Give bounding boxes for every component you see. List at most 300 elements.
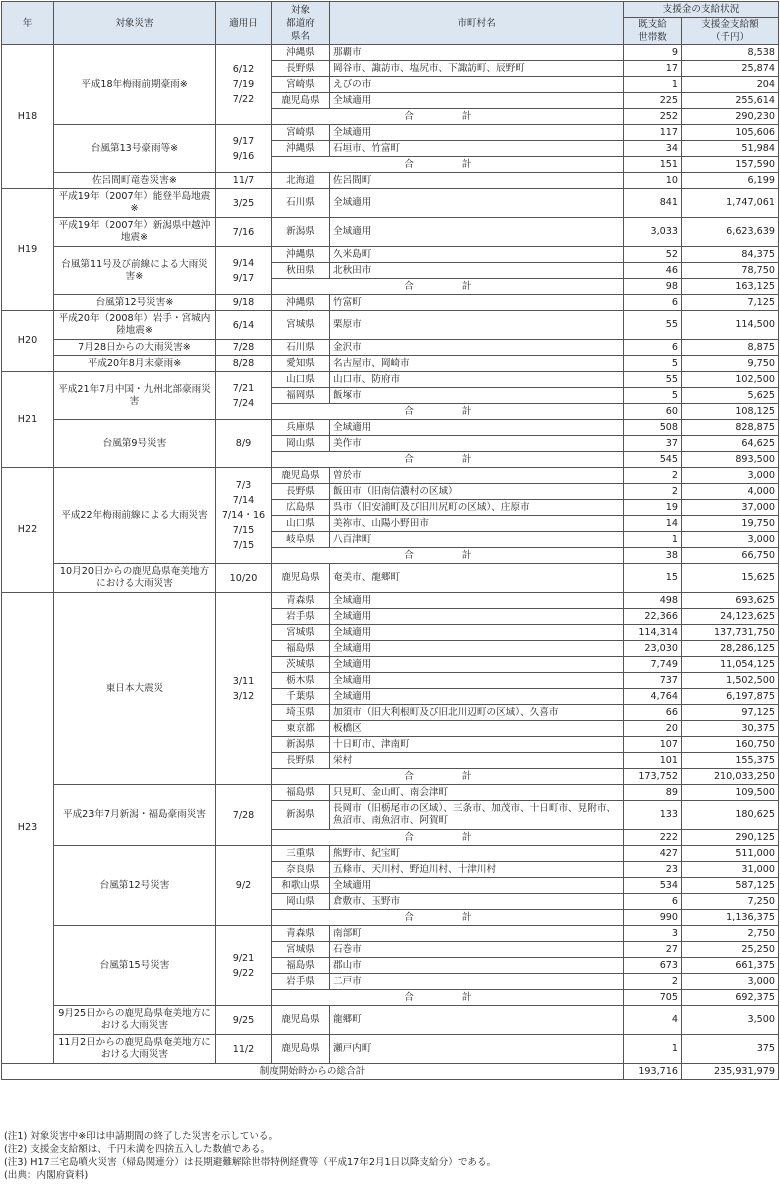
prefecture: 愛知県 <box>272 356 330 372</box>
prefecture: 新潟県 <box>272 801 330 830</box>
date-cell <box>216 468 272 564</box>
prefecture: 宮城県 <box>272 625 330 641</box>
application-date: 9/25 <box>232 1014 255 1026</box>
prefecture: 宮崎県 <box>272 77 330 93</box>
subtotal-label: 合 計 <box>272 404 624 420</box>
application-date: 10/20 <box>229 572 258 584</box>
households: 225 <box>624 93 682 109</box>
amount: 37,000 <box>682 500 779 516</box>
year-cell: H19 <box>2 189 54 311</box>
municipalities: 石垣市、竹富町 <box>330 141 624 157</box>
prefecture: 山口県 <box>272 516 330 532</box>
municipalities: 栄村 <box>330 753 624 769</box>
application-date: 6/12 <box>232 64 255 75</box>
application-date: 7/3 <box>235 480 252 491</box>
header-prefecture <box>272 2 330 45</box>
subtotal-amount: 1,136,375 <box>682 910 779 926</box>
header-prefecture-line1: 対象 <box>290 4 311 16</box>
application-date: 7/15 <box>232 540 255 551</box>
prefecture: 兵庫県 <box>272 420 330 436</box>
subtotal-label: 合 計 <box>272 990 624 1006</box>
households: 6 <box>624 894 682 910</box>
table-row <box>2 340 779 356</box>
prefecture: 福岡県 <box>272 388 330 404</box>
amount: 828,875 <box>682 420 779 436</box>
amount: 3,500 <box>682 1006 779 1035</box>
date-cell <box>216 340 272 356</box>
subtotal-households: 60 <box>624 404 682 420</box>
subtotal-label: 合 計 <box>272 157 624 173</box>
households: 22,366 <box>624 609 682 625</box>
subtotal-amount: 290,125 <box>682 830 779 846</box>
date-cell <box>216 564 272 593</box>
disaster-name: 佐呂間町竜巻災害※ <box>54 173 216 189</box>
date-cell <box>216 593 272 785</box>
disaster-name: 平成18年梅雨前期豪雨※ <box>54 45 216 125</box>
subtotal-label: 合 計 <box>272 279 624 295</box>
table-row <box>2 295 779 311</box>
prefecture: 栃木県 <box>272 673 330 689</box>
households: 17 <box>624 61 682 77</box>
amount: 64,625 <box>682 436 779 452</box>
date-cell <box>216 125 272 173</box>
amount: 587,125 <box>682 878 779 894</box>
prefecture: 岩手県 <box>272 974 330 990</box>
subtotal-amount: 157,590 <box>682 157 779 173</box>
application-date: 6/14 <box>232 319 255 331</box>
application-date: 7/21 <box>232 382 255 394</box>
footnote: (注1) 対象災害中※印は申請期間の終了した災害を示している。 <box>4 1131 279 1142</box>
municipalities: 金沢市 <box>330 340 624 356</box>
municipalities: 栗原市 <box>330 311 624 340</box>
date-cell <box>216 372 272 420</box>
municipalities: 山口市、防府市 <box>330 372 624 388</box>
households: 46 <box>624 263 682 279</box>
municipalities: 長岡市（旧栃尾市の区域）、三条市、加茂市、十日町市、見附市、魚沼市、南魚沼市、阿賀町 <box>330 801 624 830</box>
prefecture: 奈良県 <box>272 862 330 878</box>
application-date: 7/14 <box>232 495 255 506</box>
prefecture: 鹿児島県 <box>272 468 330 484</box>
table-row <box>2 356 779 372</box>
subtotal-amount: 290,230 <box>682 109 779 125</box>
subtotal-amount: 108,125 <box>682 404 779 420</box>
disaster-name: 台風第11号及び前線による大雨災害※ <box>54 247 216 295</box>
application-date: 8/9 <box>235 438 252 449</box>
households: 5 <box>624 388 682 404</box>
municipalities: 全域適用 <box>330 878 624 894</box>
municipalities: 加須市（旧大利根町及び旧北川辺町の区域）、久喜市 <box>330 705 624 721</box>
amount: 8,538 <box>682 45 779 61</box>
amount: 137,731,750 <box>682 625 779 641</box>
subtotal-households: 151 <box>624 157 682 173</box>
prefecture: 茨城県 <box>272 657 330 673</box>
households: 114,314 <box>624 625 682 641</box>
amount: 3,000 <box>682 532 779 548</box>
households: 52 <box>624 247 682 263</box>
prefecture: 青森県 <box>272 593 330 609</box>
grand-total-row <box>2 1064 779 1080</box>
disaster-name: 9月25日からの鹿児島県奄美地方における大雨災害 <box>54 1006 216 1035</box>
year-cell: H23 <box>2 593 54 1064</box>
amount: 6,199 <box>682 173 779 189</box>
grand-total-households: 193,716 <box>624 1064 682 1080</box>
amount: 30,375 <box>682 721 779 737</box>
prefecture: 鹿児島県 <box>272 93 330 109</box>
header-households <box>624 18 682 45</box>
prefecture: 福島県 <box>272 958 330 974</box>
municipalities: 奄美市、龍郷町 <box>330 564 624 593</box>
header-prefecture-line2: 都道府 <box>286 17 315 29</box>
year-cell: H21 <box>2 372 54 468</box>
disaster-name: 東日本大震災 <box>54 593 216 785</box>
application-date: 7/24 <box>232 397 255 409</box>
households: 2 <box>624 484 682 500</box>
amount: 6,197,875 <box>682 689 779 705</box>
subtotal-label: 合 計 <box>272 910 624 926</box>
application-date: 9/16 <box>232 150 255 162</box>
municipalities: 名古屋市、岡崎市 <box>330 356 624 372</box>
households: 3,033 <box>624 218 682 247</box>
prefecture: 秋田県 <box>272 263 330 279</box>
prefecture: 和歌山県 <box>272 878 330 894</box>
date-cell <box>216 295 272 311</box>
amount: 8,875 <box>682 340 779 356</box>
amount: 24,123,625 <box>682 609 779 625</box>
disaster-name: 平成20年（2008年）岩手・宮城内陸地震※ <box>54 311 216 340</box>
amount: 31,000 <box>682 862 779 878</box>
municipalities: 全域適用 <box>330 673 624 689</box>
header-households-line1: 既支給 <box>638 19 667 30</box>
households: 66 <box>624 705 682 721</box>
households: 7,749 <box>624 657 682 673</box>
households: 10 <box>624 173 682 189</box>
households: 4,764 <box>624 689 682 705</box>
municipalities: 郡山市 <box>330 958 624 974</box>
municipalities: 全域適用 <box>330 218 624 247</box>
amount: 375 <box>682 1035 779 1064</box>
prefecture: 鹿児島県 <box>272 1035 330 1064</box>
households: 55 <box>624 372 682 388</box>
municipalities: 全域適用 <box>330 625 624 641</box>
prefecture: 山口県 <box>272 372 330 388</box>
year-cell: H22 <box>2 468 54 593</box>
prefecture: 新潟県 <box>272 737 330 753</box>
municipalities: 全域適用 <box>330 93 624 109</box>
municipalities: 岡谷市、諏訪市、塩尻市、下諏訪町、辰野町 <box>330 61 624 77</box>
table-row <box>2 420 779 436</box>
prefecture: 宮城県 <box>272 311 330 340</box>
header-city: 市町村名 <box>330 2 624 45</box>
households: 841 <box>624 189 682 218</box>
table-row <box>2 247 779 263</box>
amount: 204 <box>682 77 779 93</box>
households: 673 <box>624 958 682 974</box>
prefecture: 福島県 <box>272 785 330 801</box>
households: 1 <box>624 532 682 548</box>
date-cell <box>216 189 272 218</box>
disaster-name: 平成19年（2007年）能登半島地震※ <box>54 189 216 218</box>
municipalities: 美作市 <box>330 436 624 452</box>
subtotal-amount: 893,500 <box>682 452 779 468</box>
prefecture: 長野県 <box>272 753 330 769</box>
date-cell <box>216 420 272 468</box>
households: 55 <box>624 311 682 340</box>
application-date: 9/2 <box>235 880 252 891</box>
grand-total-amount: 235,931,979 <box>682 1064 779 1080</box>
disaster-name: 7月28日からの大雨災害※ <box>54 340 216 356</box>
prefecture: 沖縄県 <box>272 295 330 311</box>
date-cell <box>216 785 272 846</box>
amount: 7,125 <box>682 295 779 311</box>
application-date: 11/7 <box>232 175 255 186</box>
prefecture: 埼玉県 <box>272 705 330 721</box>
table-body <box>2 45 779 1080</box>
header-disaster: 対象災害 <box>54 2 216 45</box>
amount: 180,625 <box>682 801 779 830</box>
municipalities: 呉市（旧安浦町及び旧川尻町の区域）、庄原市 <box>330 500 624 516</box>
amount: 15,625 <box>682 564 779 593</box>
table-row <box>2 45 779 61</box>
households: 6 <box>624 340 682 356</box>
subtotal-label: 合 計 <box>272 548 624 564</box>
prefecture: 東京都 <box>272 721 330 737</box>
prefecture: 宮崎県 <box>272 125 330 141</box>
households: 14 <box>624 516 682 532</box>
subtotal-label: 合 計 <box>272 452 624 468</box>
application-date: 9/22 <box>232 967 255 979</box>
amount: 105,606 <box>682 125 779 141</box>
amount: 693,625 <box>682 593 779 609</box>
date-cell <box>216 311 272 340</box>
households: 534 <box>624 878 682 894</box>
households: 6 <box>624 295 682 311</box>
application-date: 9/17 <box>232 135 255 147</box>
prefecture: 長野県 <box>272 61 330 77</box>
households: 2 <box>624 974 682 990</box>
disaster-name: 平成19年（2007年）新潟県中越沖地震※ <box>54 218 216 247</box>
header-date: 適用日 <box>216 2 272 45</box>
households: 2 <box>624 468 682 484</box>
header-amount <box>682 18 779 45</box>
subtotal-households: 98 <box>624 279 682 295</box>
prefecture: 鹿児島県 <box>272 1006 330 1035</box>
amount: 4,000 <box>682 484 779 500</box>
year-cell: H18 <box>2 45 54 189</box>
amount: 1,502,500 <box>682 673 779 689</box>
table-row <box>2 218 779 247</box>
amount: 28,286,125 <box>682 641 779 657</box>
municipalities: 熊野市、紀宝町 <box>330 846 624 862</box>
disaster-support-table <box>1 1 779 1080</box>
table-row <box>2 926 779 942</box>
subtotal-label: 合 計 <box>272 769 624 785</box>
prefecture: 広島県 <box>272 500 330 516</box>
disaster-name: 台風第9号災害 <box>54 420 216 468</box>
source-note: (出典：内閣府資料) <box>4 1170 89 1181</box>
amount: 155,375 <box>682 753 779 769</box>
disaster-name: 台風第15号災害 <box>54 926 216 1006</box>
date-cell <box>216 356 272 372</box>
amount: 102,500 <box>682 372 779 388</box>
prefecture: 新潟県 <box>272 218 330 247</box>
disaster-name: 11月2日からの鹿児島県奄美地方における大雨災害 <box>54 1035 216 1064</box>
households: 133 <box>624 801 682 830</box>
table-row <box>2 173 779 189</box>
households: 19 <box>624 500 682 516</box>
header-amount-line2: （千円） <box>710 32 750 43</box>
prefecture: 岐阜県 <box>272 532 330 548</box>
amount: 511,000 <box>682 846 779 862</box>
municipalities: 曽於市 <box>330 468 624 484</box>
municipalities: 全域適用 <box>330 657 624 673</box>
prefecture: 沖縄県 <box>272 247 330 263</box>
footnotes <box>4 1130 496 1182</box>
households: 15 <box>624 564 682 593</box>
households: 23 <box>624 862 682 878</box>
application-date: 3/11 <box>232 675 255 687</box>
municipalities: 飯塚市 <box>330 388 624 404</box>
municipalities: 竹富町 <box>330 295 624 311</box>
households: 1 <box>624 1035 682 1064</box>
footnote: (注2) 支援金支給額は、千円未満を四捨五入した数値である。 <box>4 1144 271 1155</box>
table-row <box>2 125 779 141</box>
subtotal-households: 38 <box>624 548 682 564</box>
households: 5 <box>624 356 682 372</box>
amount: 2,750 <box>682 926 779 942</box>
households: 23,030 <box>624 641 682 657</box>
prefecture: 千葉県 <box>272 689 330 705</box>
table-row <box>2 1006 779 1035</box>
prefecture: 沖縄県 <box>272 141 330 157</box>
prefecture: 石川県 <box>272 189 330 218</box>
application-date: 7/28 <box>232 342 255 353</box>
header-prefecture-line3: 県名 <box>290 30 311 42</box>
prefecture: 石川県 <box>272 340 330 356</box>
grand-total-label: 制度開始時からの総合計 <box>2 1064 624 1080</box>
table-row <box>2 785 779 801</box>
municipalities: 那覇市 <box>330 45 624 61</box>
disaster-name: 平成23年7月新潟・福島豪雨災害 <box>54 785 216 846</box>
households: 737 <box>624 673 682 689</box>
application-date: 9/17 <box>232 272 255 284</box>
header-households-line2: 世帯数 <box>638 32 667 43</box>
subtotal-households: 990 <box>624 910 682 926</box>
table-row <box>2 372 779 388</box>
households: 4 <box>624 1006 682 1035</box>
header-payment: 支援金の支給状況 <box>624 2 779 18</box>
amount: 9,750 <box>682 356 779 372</box>
municipalities: 二戸市 <box>330 974 624 990</box>
households: 3 <box>624 926 682 942</box>
application-date: 7/22 <box>232 94 255 105</box>
prefecture: 三重県 <box>272 846 330 862</box>
prefecture: 岡山県 <box>272 894 330 910</box>
prefecture: 沖縄県 <box>272 45 330 61</box>
date-cell <box>216 45 272 125</box>
subtotal-amount: 210,033,250 <box>682 769 779 785</box>
municipalities: 五條市、天川村、野迫川村、十津川村 <box>330 862 624 878</box>
date-cell <box>216 247 272 295</box>
municipalities: 瀬戸内町 <box>330 1035 624 1064</box>
municipalities: 佐呂間町 <box>330 173 624 189</box>
subtotal-households: 173,752 <box>624 769 682 785</box>
header-amount-line1: 支援金支給額 <box>701 19 759 30</box>
municipalities: 全域適用 <box>330 641 624 657</box>
amount: 78,750 <box>682 263 779 279</box>
disaster-name: 10月20日からの鹿児島県奄美地方における大雨災害 <box>54 564 216 593</box>
households: 89 <box>624 785 682 801</box>
municipalities: 全域適用 <box>330 125 624 141</box>
amount: 84,375 <box>682 247 779 263</box>
subtotal-households: 252 <box>624 109 682 125</box>
households: 101 <box>624 753 682 769</box>
disaster-name: 台風第12号災害※ <box>54 295 216 311</box>
amount: 5,625 <box>682 388 779 404</box>
municipalities: 板橋区 <box>330 721 624 737</box>
amount: 19,750 <box>682 516 779 532</box>
prefecture: 長野県 <box>272 484 330 500</box>
application-date: 7/28 <box>232 809 255 821</box>
application-date: 8/28 <box>232 358 255 369</box>
amount: 114,500 <box>682 311 779 340</box>
amount: 7,250 <box>682 894 779 910</box>
municipalities: 久米島町 <box>330 247 624 263</box>
households: 20 <box>624 721 682 737</box>
table-row <box>2 468 779 484</box>
households: 9 <box>624 45 682 61</box>
amount: 3,000 <box>682 974 779 990</box>
municipalities: 全域適用 <box>330 189 624 218</box>
subtotal-label: 合 計 <box>272 830 624 846</box>
date-cell <box>216 173 272 189</box>
subtotal-households: 545 <box>624 452 682 468</box>
date-cell <box>216 1006 272 1035</box>
application-date: 7/19 <box>232 79 255 90</box>
households: 27 <box>624 942 682 958</box>
prefecture: 宮城県 <box>272 942 330 958</box>
municipalities: 十日町市、津南町 <box>330 737 624 753</box>
disaster-name: 台風第13号豪雨等※ <box>54 125 216 173</box>
municipalities: 北秋田市 <box>330 263 624 279</box>
prefecture: 福島県 <box>272 641 330 657</box>
application-date: 11/2 <box>232 1043 255 1055</box>
amount: 6,623,639 <box>682 218 779 247</box>
amount: 11,054,125 <box>682 657 779 673</box>
application-date: 9/21 <box>232 952 255 964</box>
subtotal-label: 合 計 <box>272 109 624 125</box>
table-row <box>2 311 779 340</box>
amount: 661,375 <box>682 958 779 974</box>
municipalities: 全域適用 <box>330 689 624 705</box>
disaster-name: 平成21年7月中国・九州北部豪雨災害 <box>54 372 216 420</box>
year-cell: H20 <box>2 311 54 372</box>
municipalities: 石巻市 <box>330 942 624 958</box>
amount: 51,984 <box>682 141 779 157</box>
header-year: 年 <box>2 2 54 45</box>
amount: 3,000 <box>682 468 779 484</box>
municipalities: 只見町、金山町、南会津町 <box>330 785 624 801</box>
households: 34 <box>624 141 682 157</box>
table-row <box>2 593 779 609</box>
disaster-name: 台風第12号災害 <box>54 846 216 926</box>
disaster-name: 平成22年梅雨前線による大雨災害 <box>54 468 216 564</box>
households: 117 <box>624 125 682 141</box>
table-row <box>2 189 779 218</box>
disaster-name: 平成20年8月末豪雨※ <box>54 356 216 372</box>
municipalities: 全域適用 <box>330 593 624 609</box>
application-date: 3/25 <box>232 197 255 209</box>
households: 37 <box>624 436 682 452</box>
